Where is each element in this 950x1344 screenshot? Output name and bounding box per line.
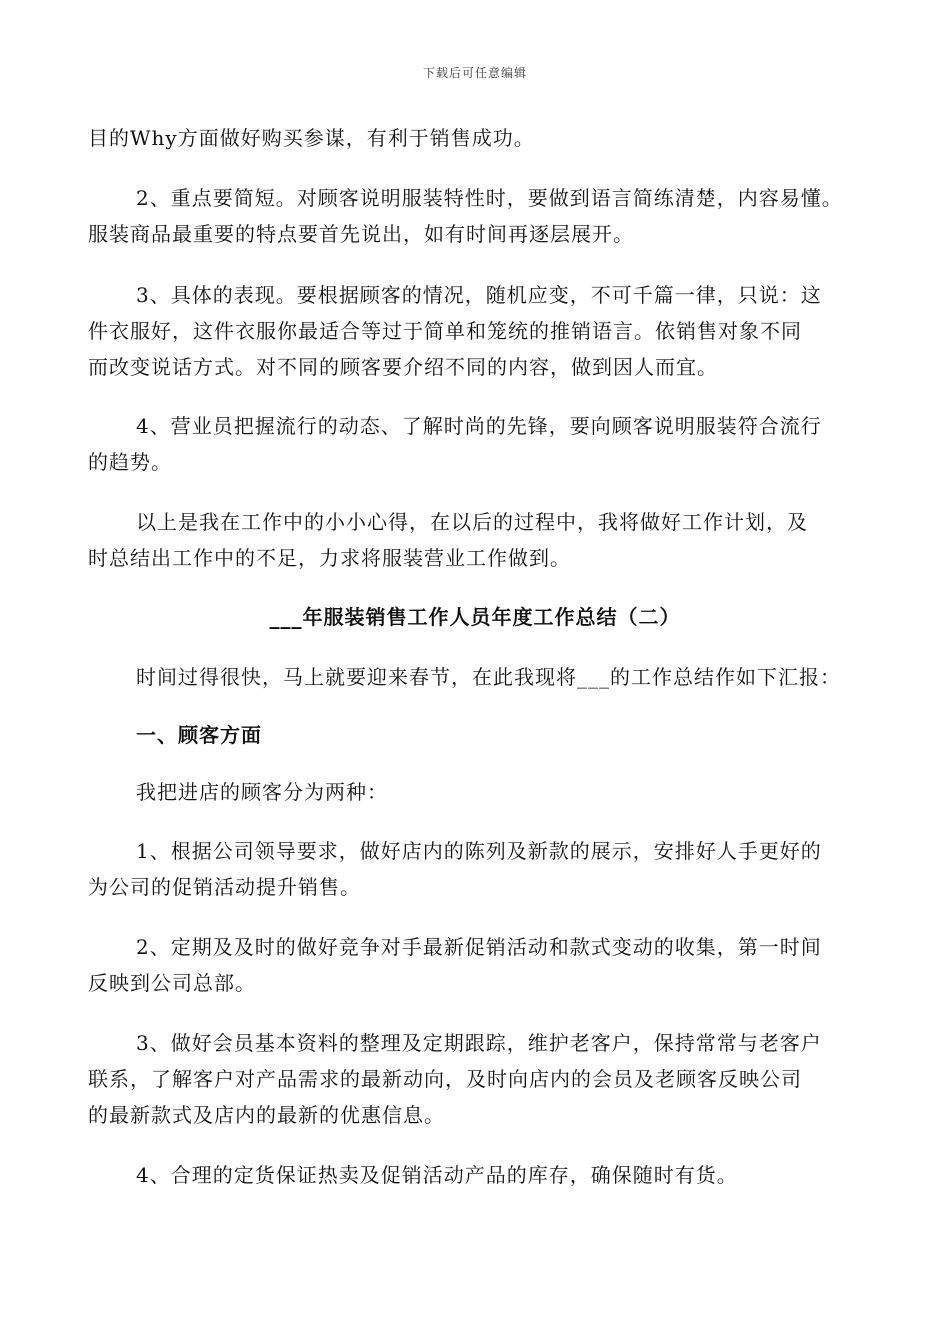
paragraph-line: 的趋势。 bbox=[88, 450, 172, 474]
paragraph-line: 而改变说话方式。对不同的顾客要介绍不同的内容，做到因人而宜。 bbox=[88, 355, 718, 379]
paragraph-line: 为公司的促销活动提升销售。 bbox=[88, 875, 361, 899]
paragraph-line: 时间过得很快，马上就要迎来春节，在此我现将___的工作总结作如下汇报： bbox=[136, 665, 841, 689]
paragraph-line: 以上是我在工作中的小小心得，在以后的过程中，我将做好工作计划，及 bbox=[136, 510, 808, 534]
paragraph-line: 我把进店的顾客分为两种： bbox=[136, 780, 388, 804]
paragraph-line: 时总结出工作中的不足，力求将服装营业工作做到。 bbox=[88, 546, 571, 570]
paragraph-line: 2、重点要简短。对顾客说明服装特性时，要做到语言简练清楚，内容易懂。 bbox=[136, 186, 843, 210]
paragraph-line: 2、定期及及时的做好竞争对手最新促销活动和款式变动的收集，第一时间 bbox=[136, 935, 822, 959]
section-title: ___年服装销售工作人员年度工作总结（二） bbox=[269, 605, 681, 629]
paragraph-line: 件衣服好，这件衣服你最适合等过于简单和笼统的推销语言。依销售对象不同 bbox=[88, 319, 802, 343]
paragraph-line: 3、具体的表现。要根据顾客的情况，随机应变，不可千篇一律，只说：这 bbox=[136, 283, 822, 307]
page-header: 下载后可任意编辑 bbox=[422, 66, 527, 80]
paragraph-line: 4、营业员把握流行的动态、了解时尚的先锋，要向顾客说明服装符合流行 bbox=[136, 414, 822, 438]
paragraph-line: 服装商品最重要的特点要首先说出，如有时间再逐层展开。 bbox=[88, 222, 634, 246]
paragraph-line: 3、做好会员基本资料的整理及定期跟踪，维护老客户，保持常常与老客户 bbox=[136, 1031, 822, 1055]
paragraph-line: 4、合理的定货保证热卖及促销活动产品的库存，确保随时有货。 bbox=[136, 1163, 738, 1187]
paragraph-line: 联系，了解客户对产品需求的最新动向，及时向店内的会员及老顾客反映公司 bbox=[88, 1067, 802, 1091]
section-heading: 一、顾客方面 bbox=[136, 723, 262, 747]
paragraph-line: 反映到公司总部。 bbox=[88, 971, 256, 995]
paragraph-line: 目的Why方面做好购买参谋，有利于销售成功。 bbox=[88, 126, 535, 150]
paragraph-line: 的最新款式及店内的最新的优惠信息。 bbox=[88, 1103, 445, 1127]
paragraph-line: 1、根据公司领导要求，做好店内的陈列及新款的展示，安排好人手更好的 bbox=[136, 839, 822, 863]
